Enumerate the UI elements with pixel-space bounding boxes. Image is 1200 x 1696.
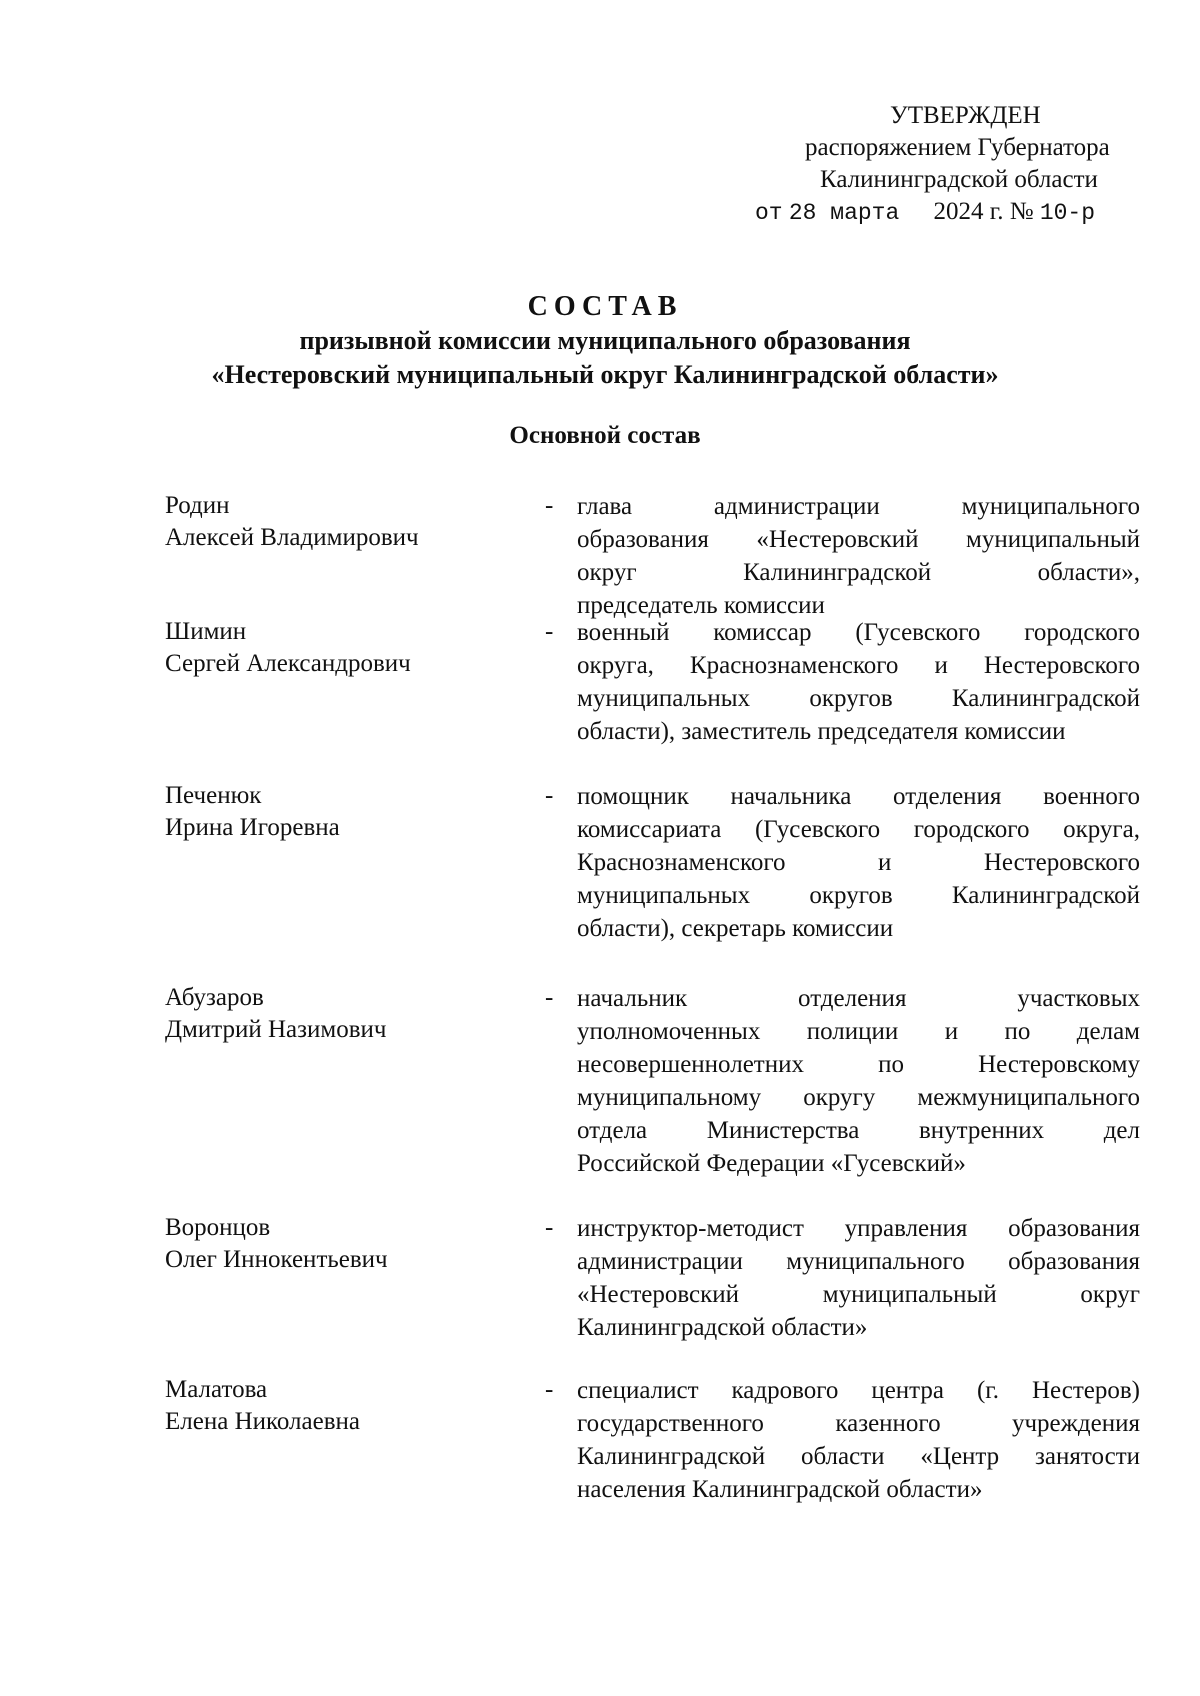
approval-line-decree: распоряжением Губернатора [805,134,1110,161]
role-line: уполномоченных полиции и по делам [577,1018,1140,1045]
member-role [577,982,1140,1180]
document-title: СОСТАВ [527,291,683,322]
member-name [165,780,525,844]
document-subtitle-line1: призывной комиссии муниципального образования [299,326,911,355]
member-name [165,490,525,554]
member-surname: Родин [165,492,230,519]
section-title: Основной состав [509,422,701,449]
member-dash: - [545,984,554,1011]
document-subtitle-line2: «Нестеровский муниципальный округ Калининградской области» [211,360,999,389]
role-line: несовершеннолетних по Нестеровскому [577,1051,1140,1078]
member-surname: Абузаров [165,984,264,1011]
role-line: муниципальных округов Калининградской [577,882,1140,909]
role-line: глава администрации муниципального [577,493,1140,520]
approval-line-region: Калининградской области [820,166,1098,193]
member-name [165,1212,525,1276]
role-line: инструктор-методист управления образования [577,1215,1140,1242]
role-line: председатель комиссии [577,592,825,619]
role-line: помощник начальника отделения военного [577,783,1140,810]
role-line: Российской Федерации «Гусевский» [577,1150,966,1177]
member-name [165,1374,525,1438]
role-line: области), секретарь комиссии [577,915,894,942]
decree-number: 10-р [1039,200,1096,226]
role-line: государственного казенного учреждения [577,1410,1140,1437]
member-role [577,780,1140,945]
member-given-names: Ирина Игоревна [165,814,340,841]
role-line: военный комиссар (Гусевского городского [577,619,1140,646]
member-role [577,490,1140,622]
role-line: Калининградской области «Центр занятости [577,1443,1140,1470]
member-role [577,1374,1140,1506]
role-line: населения Калининградской области» [577,1476,983,1503]
role-line: области), заместитель председателя комиссии [577,718,1066,745]
member-name [165,982,525,1046]
role-line: Калининградской области» [577,1314,868,1341]
member-dash: - [545,1376,554,1403]
role-line: администрации муниципального образования [577,1248,1140,1275]
member-dash: - [545,1214,554,1241]
role-line: образования «Нестеровский муниципальный [577,526,1140,553]
role-line: округ Калининградской области», [577,559,1140,586]
member-role [577,1212,1140,1344]
role-line: отдела Министерства внутренних дел [577,1117,1140,1144]
member-role [577,616,1140,748]
member-surname: Шимин [165,618,247,645]
role-line: муниципальному округу межмуниципального [577,1084,1140,1111]
member-given-names: Елена Николаевна [165,1408,360,1435]
role-line: Краснознаменского и Нестеровского [577,849,1140,876]
role-line: специалист кадрового центра (г. Нестеров) [577,1377,1140,1404]
member-surname: Воронцов [165,1214,271,1241]
member-dash: - [545,492,554,519]
member-given-names: Дмитрий Назимович [165,1016,387,1043]
document-heading [0,290,1200,392]
member-dash: - [545,782,554,809]
approval-date-line [700,196,1160,229]
role-line: комиссариата (Гусевского городского округа, [577,816,1140,843]
approval-stamp [700,100,1160,229]
member-given-names: Алексей Владимирович [165,524,419,551]
member-dash: - [545,618,554,645]
date-day-month: 28 марта [788,200,900,226]
member-given-names: Олег Иннокентьевич [165,1246,388,1273]
date-prefix: от [755,200,783,226]
member-name [165,616,525,680]
member-surname: Малатова [165,1376,268,1403]
member-surname: Печенюк [165,782,262,809]
role-line: округа, Краснознаменского и Нестеровского [577,652,1140,679]
approval-title: УТВЕРЖДЕН [890,102,1041,129]
date-year: 2024 г. № [933,198,1034,225]
role-line: муниципальных округов Калининградской [577,685,1140,712]
role-line: начальник отделения участковых [577,985,1140,1012]
member-given-names: Сергей Александрович [165,650,411,677]
role-line: «Нестеровский муниципальный округ [577,1281,1140,1308]
